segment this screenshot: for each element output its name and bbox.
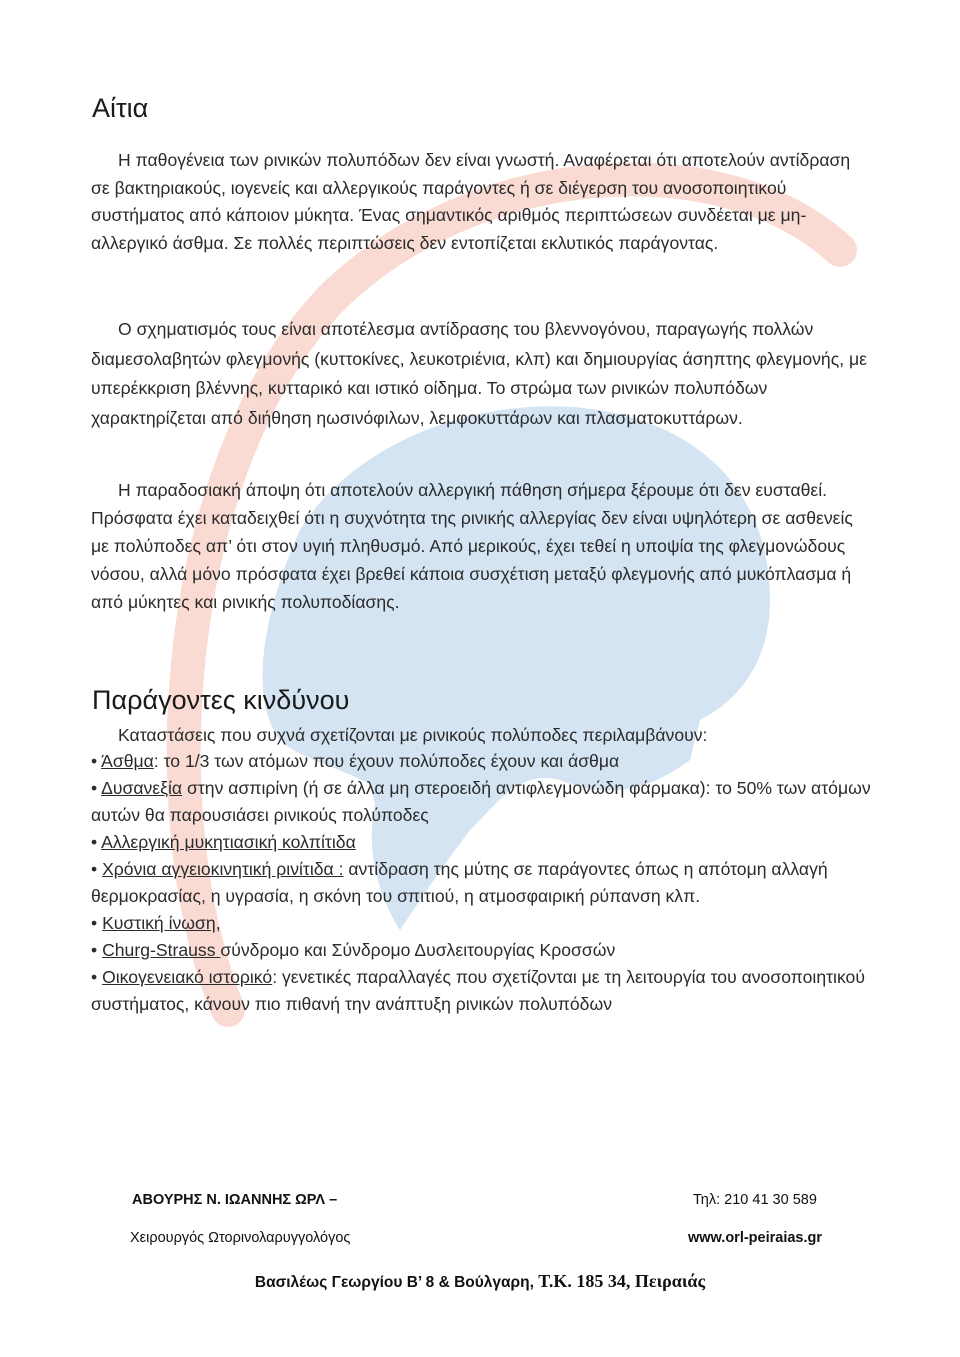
section-heading-causes: Αίτια	[92, 93, 149, 123]
list-item: • Οικογενειακό ιστορικό: γενετικές παραλλαγές που σχετίζονται με τη λειτουργία του ανοσοποιητικού συστήματος, κάνουν πιο πιθανή την ανάπτυξη ρινικών πολυπόδων	[91, 967, 865, 1014]
paragraph-pathogenesis: Η παθογένεια των ρινικών πολυπόδων δεν είναι γνωστή. Αναφέρεται ότι αποτελούν αντίδραση σε βακτηριακούς, ιογενείς και αλλεργικούς παράγοντες ή σε διέγερση του ανοσοποιητικού συστήματος από κάποιον μύκητα. Ένας σημαντικός αριθμός περιπτώσεων συνδέεται με μη-αλλεργικό άσθμα. Σε πολλές περιπτώσεις δεν εντοπίζεται εκλυτικός παράγοντας.	[91, 150, 851, 253]
doctor-title: Χειρουργός Ωτορινολαρυγγολόγος	[130, 1230, 351, 1246]
list-item: • Κυστική ίνωση,	[91, 913, 221, 933]
website-link[interactable]: www.orl-peiraias.gr	[688, 1230, 823, 1246]
bullet-icon: •	[91, 859, 98, 879]
list-item: • Άσθμα: το 1/3 των ατόμων που έχουν πολύποδες έχουν και άσθμα	[91, 751, 620, 771]
address: Βασιλέως Γεωργίου Β’ 8 & Βούλγαρη, Τ.Κ. 185 34, Πειραιάς	[254, 1271, 706, 1291]
bullet-icon: •	[91, 832, 98, 852]
bullet-icon: •	[91, 778, 98, 798]
bullet-icon: •	[91, 751, 98, 771]
section-heading-risk-factors: Παράγοντες κινδύνου	[92, 685, 350, 715]
list-item: • Χρόνια αγγειοκινητική ρινίτιδα : αντίδραση της μύτης σε παράγοντες όπως η απότομη αλλαγή θερμοκρασίας, η υγρασία, η σκόνη του σπιτιού, η ατμοσφαιρική ρύπανση κλπ.	[91, 859, 828, 906]
paragraph-traditional-view: Η παραδοσιακή άποψη ότι αποτελούν αλλεργική πάθηση σήμερα ξέρουμε ότι δεν ευσταθεί. Πρόσφατα έχει καταδειχθεί ότι η συχνότητα της ρινικής αλλεργίας δεν είναι υψηλότερη σε ασθενείς με πολύποδες απ’ ότι στον υγιή πληθυσμό. Από μερικούς, έχει τεθεί η υποψία της φλεγμονώδους νόσου, αλλά μόνο πρόσφατα έχει βρεθεί κάποια συσχέτιση μεταξύ φλεγμονής από μυκόπλασμα ή από μύκητες και ρινικής πολυποδίασης.	[91, 480, 853, 612]
doctor-name: ΑΒΟΥΡΗΣ Ν. ΙΩΑΝΝΗΣ ΩΡΛ –	[132, 1192, 338, 1208]
list-item: • Churg-Strauss σύνδρομο και Σύνδρομο Δυσλειτουργίας Κροσσών	[91, 940, 616, 960]
phone-number: Τηλ: 210 41 30 589	[693, 1192, 817, 1208]
risk-factors-list	[91, 748, 871, 1018]
risk-factors-intro: Καταστάσεις που συχνά σχετίζονται με ρινικούς πολύποδες περιλαμβάνουν:	[118, 725, 708, 745]
bullet-icon: •	[91, 913, 98, 933]
list-item: • Αλλεργική μυκητιασική κολπίτιδα	[91, 832, 356, 852]
list-item: • Δυσανεξία στην ασπιρίνη (ή σε άλλα μη στεροειδή αντιφλεγμονώδη φάρμακα): το 50% των ατόμων αυτών θα παρουσιάσει ρινικούς πολύποδες	[91, 778, 871, 825]
paragraph-formation: Ο σχηματισμός τους είναι αποτέλεσμα αντίδρασης του βλεννογόνου, παραγωγής πολλών διαμεσολαβητών φλεγμονής (κυττοκίνες, λευκοτριένια, κλπ) και δημιουργίας άσηπτης φλεγμονής, με υπερέκκριση βλέννης, κυτταρικό και ιστικό οίδημα. Το στρώμα των ρινικών πολυπόδων χαρακτηρίζεται από διήθηση ηωσινόφιλων, λεμφοκυττάρων και πλασματοκυττάρων.	[91, 319, 867, 428]
bullet-icon: •	[91, 940, 98, 960]
bullet-icon: •	[91, 967, 98, 987]
